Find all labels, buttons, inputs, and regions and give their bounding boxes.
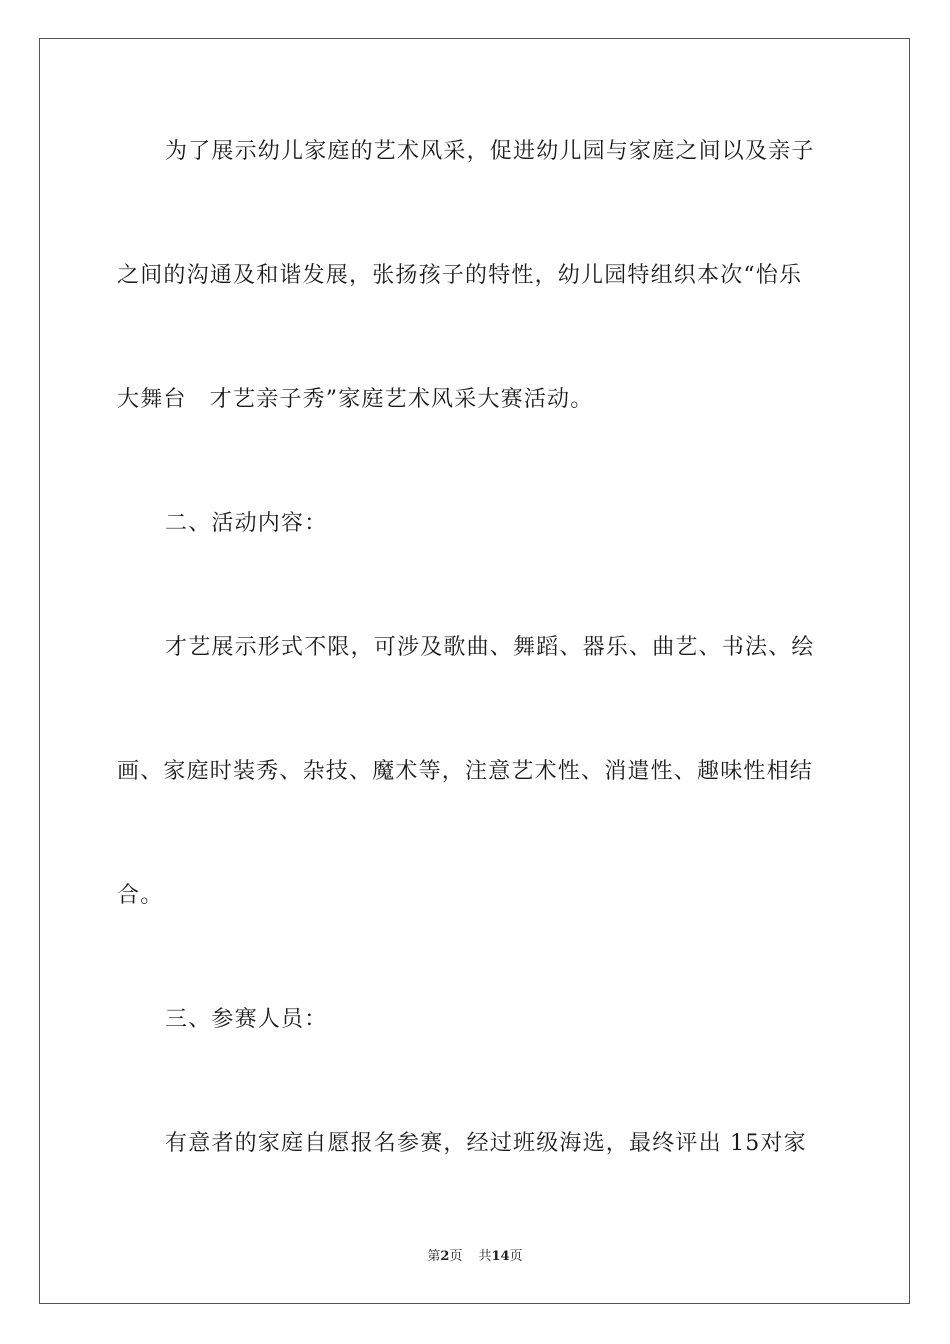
paragraph-line: 为了展示幼儿家庭的艺术风采，促进幼儿园与家庭之间以及亲子 bbox=[165, 139, 815, 164]
paragraph-line: 大舞台 才艺亲子秀”家庭艺术风采大赛活动。 bbox=[117, 387, 594, 412]
paragraph-line: 才艺展示形式不限，可涉及歌曲、舞蹈、器乐、曲艺、书法、绘 bbox=[165, 635, 815, 660]
section-heading: 三、参赛人员： bbox=[165, 1007, 328, 1032]
page-border bbox=[39, 38, 910, 1304]
paragraph-line: 有意者的家庭自愿报名参赛，经过班级海选，最终评出 15对家 bbox=[165, 1131, 807, 1156]
page-label-prefix: 第 bbox=[427, 1249, 441, 1264]
paragraph-line: 合。 bbox=[117, 883, 164, 908]
page-label-suffix: 页 bbox=[449, 1249, 463, 1264]
total-label-suffix: 页 bbox=[509, 1249, 523, 1264]
paragraph-line: 之间的沟通及和谐发展，张扬孩子的特性，幼儿园特组织本次“怡乐 bbox=[117, 263, 803, 288]
page-current-number: 2 bbox=[440, 1249, 450, 1264]
total-label-prefix: 共 bbox=[478, 1249, 492, 1264]
page-total-number: 14 bbox=[491, 1249, 510, 1264]
paragraph-line: 画、家庭时装秀、杂技、魔术等，注意艺术性、消遣性、趣味性相结 bbox=[117, 759, 814, 784]
section-heading: 二、活动内容： bbox=[165, 511, 328, 536]
page-footer bbox=[0, 1248, 950, 1266]
